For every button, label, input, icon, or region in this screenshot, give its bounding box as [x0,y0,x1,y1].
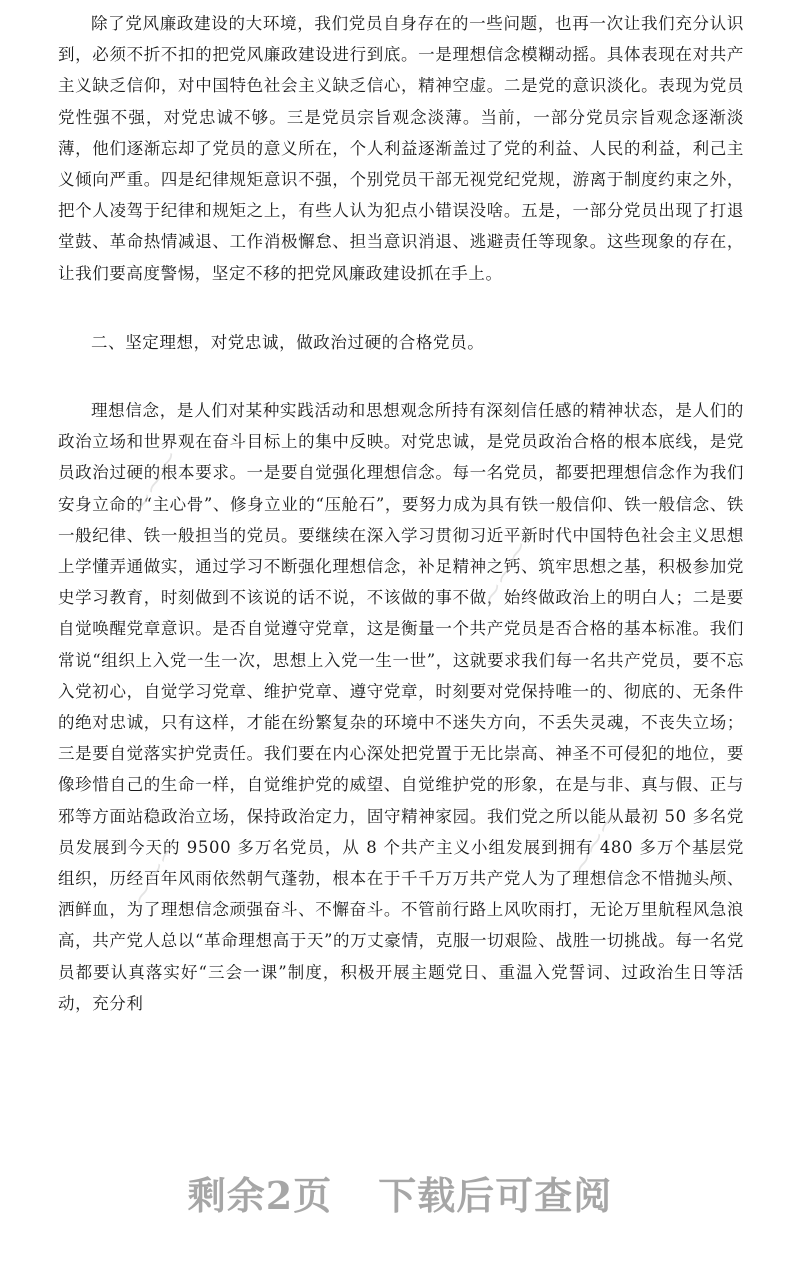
download-to-view-label: 下载后可查阅 [378,1173,613,1218]
watermark: ⁓⁓⁓ [567,805,625,880]
remaining-pages-label: 剩余2页 [187,1173,333,1218]
download-to-view-banner[interactable] [0,1165,800,1220]
paragraph-party-conduct-issues: 除了党风廉政建设的大环境，我们党员自身存在的一些问题，也再一次让我们充分认识到，必须不折不扣的把党风廉政建设进行到底。一是理想信念模糊动摇。具体表现在对共产主义缺乏信仰，对中国特色社会主义缺乏信心，精神空虚。二是党的意识淡化。表现为党员党性强不强，对党忠诚不够。三是党员宗旨观念淡薄。当前，一部分党员宗旨观念逐渐淡薄，他们逐渐忘却了党员的意义所在，个人利益逐渐盖过了党的利益、人民的利益，利己主义倾向严重。四是纪律规矩意识不强，个别党员干部无视党纪党规，游离于制度约束之外，把个人凌驾于纪律和规矩之上，有些人认为犯点小错误没啥。五是，一部分党员出现了打退堂鼓、革命热情减退、工作消极懈怠、担当意识消退、逃避责任等现象。这些现象的存在，让我们要高度警惕，坚定不移的把党风廉政建设抓在手上。 [58,14,744,283]
watermark: ⁓⁓⁓ [477,535,535,610]
section-heading-ideals-loyalty: 二、坚定理想，对党忠诚，做政治过硬的合格党员。 [91,332,485,352]
watermark: ⁓⁓⁓ [127,835,185,910]
paragraph-ideals-and-beliefs: 理想信念，是人们对某种实践活动和思想观念所持有深刻信任感的精神状态，是人们的政治立场和世界观在奋斗目标上的集中反映。对党忠诚，是党员政治合格的根本底线，是党员政治过硬的根本要求。一是要自觉强化理想信念。每一名党员，都要把理想信念作为我们安身立命的“主心骨”、修身立业的“压舱石”，要努力成为具有铁一般信仰、铁一般信念、铁一般纪律、铁一般担当的党员。要继续在深入学习贯彻习近平新时代中国特色社会主义思想上学懂弄通做实，通过学习不断强化理想信念，补足精神之钙、筑牢思想之基，积极参加党史学习教育，时刻做到不该说的话不说，不该做的事不做，始终做政治上的明白人；二是要自觉唤醒党章意识。是否自觉遵守党章，这是衡量一个共产党员是否合格的基本标准。我们常说“组织上入党一生一次，思想上入党一生一世”，这就要求我们每一名共产党员，要不忘入党初心，自觉学习党章、维护党章、遵守党章，时刻要对党保持唯一的、彻底的、无条件的绝对忠诚，只有这样，才能在纷繁复杂的环境中不迷失方向，不丢失灵魂，不丧失立场；三是要自觉落实护党责任。我们要在内心深处把党置于无比崇高、神圣不可侵犯的地位，要像珍惜自己的生命一样，自觉维护党的威望、自觉维护党的形象，在是与非、真与假、正与邪等方面站稳政治立场，保持政治定力，固守精神家园。我们党之所以能从最初 50 多名党员发展到今天的 9500 多万名党员，从 8 个共产主义小组发展到拥有 480 多万个基层党组织，历经百年风雨依然朝气蓬勃，根本在于千千万万共产党人为了理想信念不惜抛头颅、洒鲜血，为了理想信念顽强奋斗、不懈奋斗。不管前行路上风吹雨打，无论万里航程风急浪高，共产党人总以“革命理想高于天”的万丈豪情，克服一切艰险、战胜一切挑战。每一名党员都要认真落实好“三会一课”制度，积极开展主题党日、重温入党誓词、过政治生日等活动，充分利 [58,401,744,1013]
document-body [58,0,744,1019]
watermark: ⁓⁓⁓ [127,445,185,520]
